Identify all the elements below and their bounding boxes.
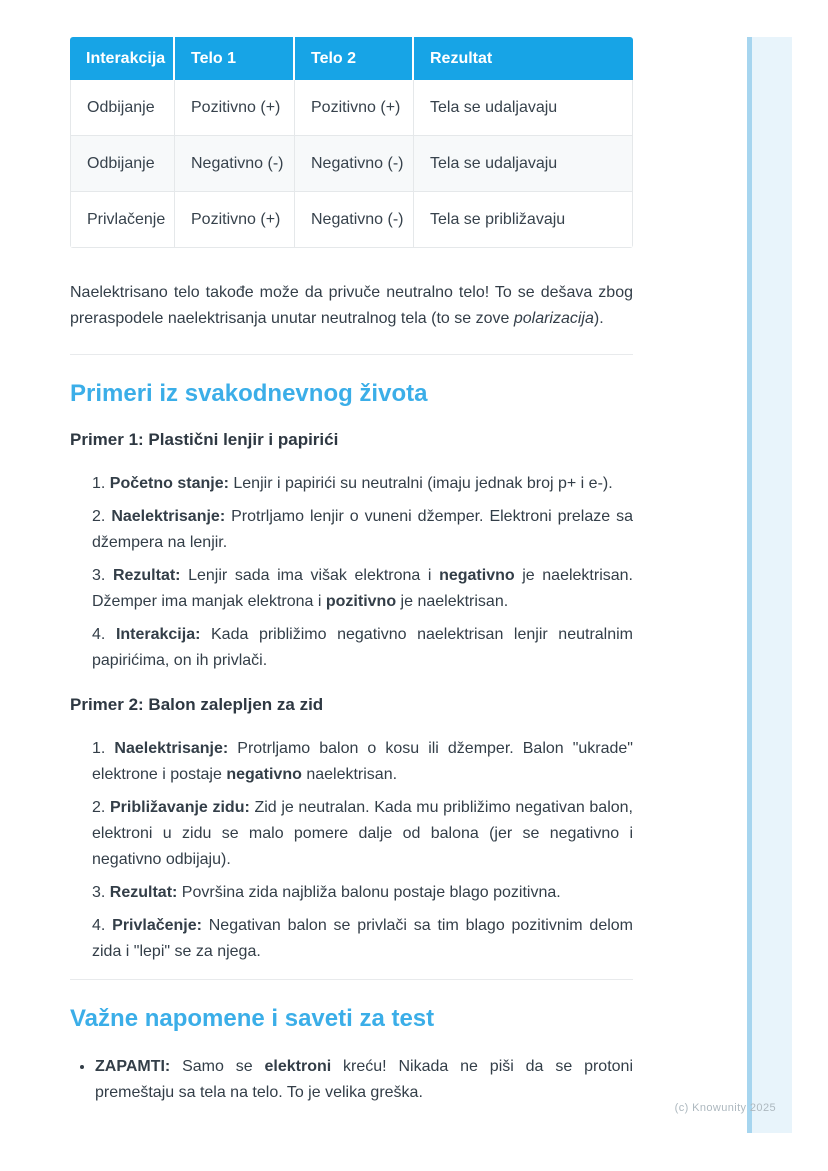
table-cell: Negativno (-) [295,136,414,192]
list-item: 3. Rezultat: Lenjir sada ima višak elektrona i negativno je naelektrisan. Džemper ima manjak elektrona i pozitivno je naelektrisan. [92,563,633,615]
page-edge-bar [747,37,752,1133]
example1-title: Primer 1: Plastični lenjir i papirići [70,430,339,449]
table-cell: Pozitivno (+) [175,80,295,136]
interaction-table [70,37,633,248]
table-row [70,136,633,192]
table-cell: Tela se udaljavaju [414,80,633,136]
table-cell: Negativno (-) [175,136,295,192]
table-cell: Pozitivno (+) [175,192,295,248]
table-cell: Pozitivno (+) [295,80,414,136]
notes-list [70,1054,633,1106]
example2-list [70,736,633,965]
example1-list [70,471,633,674]
example2-title: Primer 2: Balon zalepljen za zid [70,695,324,714]
list-item: 4. Interakcija: Kada približimo negativno naelektrisan lenjir neutralnim papirićima, on ih privlači. [92,622,633,674]
table-cell: Negativno (-) [295,192,414,248]
table-cell: Tela se udaljavaju [414,136,633,192]
document-content [70,37,633,1113]
table-header-row [70,37,633,80]
table-cell: Privlačenje [70,192,175,248]
section-divider [70,979,633,980]
list-item: 1. Početno stanje: Lenjir i papirići su neutralni (imaju jednak broj p+ i e-). [92,471,633,497]
section-title-examples: Primeri iz svakodnevnog života [70,380,428,407]
section-divider [70,354,633,355]
table-cell: Odbijanje [70,80,175,136]
table-header-interakcija: Interakcija [70,37,175,80]
page-edge-panel [752,37,792,1133]
table-row [70,80,633,136]
table-header-telo1: Telo 1 [175,37,295,80]
section-title-notes: Važne napomene i saveti za test [70,1005,435,1032]
table-header-telo2: Telo 2 [295,37,414,80]
list-item: 2. Približavanje zidu: Zid je neutralan. Kada mu približimo negativan balon, elektroni u zidu se malo pomere dalje od balona (jer se negativno i negativno odbijaju). [92,795,633,873]
list-item: 2. Naelektrisanje: Protrljamo lenjir o vuneni džemper. Elektroni prelaze sa džempera na lenjir. [92,504,633,556]
table-cell: Odbijanje [70,136,175,192]
list-item: 3. Rezultat: Površina zida najbliža balonu postaje blago pozitivna. [92,880,633,906]
intro-paragraph: Naelektrisano telo takođe može da privuče neutralno telo! To se dešava zbog preraspodele naelektrisanja unutar neutralnog tela (to se zove polarizacija). [70,284,633,327]
copyright-watermark: (c) Knowunity 2025 [674,1102,776,1114]
list-item: • ZAPAMTI: Samo se elektroni kreću! Nikada ne piši da se protoni premeštaju sa tela na telo. To je velika greška. [95,1054,633,1106]
table-header-rezultat: Rezultat [414,37,633,80]
list-item: 4. Privlačenje: Negativan balon se privlači sa tim blago pozitivnim delom zida i "lepi" se za njega. [92,913,633,965]
list-item: 1. Naelektrisanje: Protrljamo balon o kosu ili džemper. Balon "ukrade" elektrone i postaje negativno naelektrisan. [92,736,633,788]
table-cell: Tela se približavaju [414,192,633,248]
table-row [70,192,633,248]
